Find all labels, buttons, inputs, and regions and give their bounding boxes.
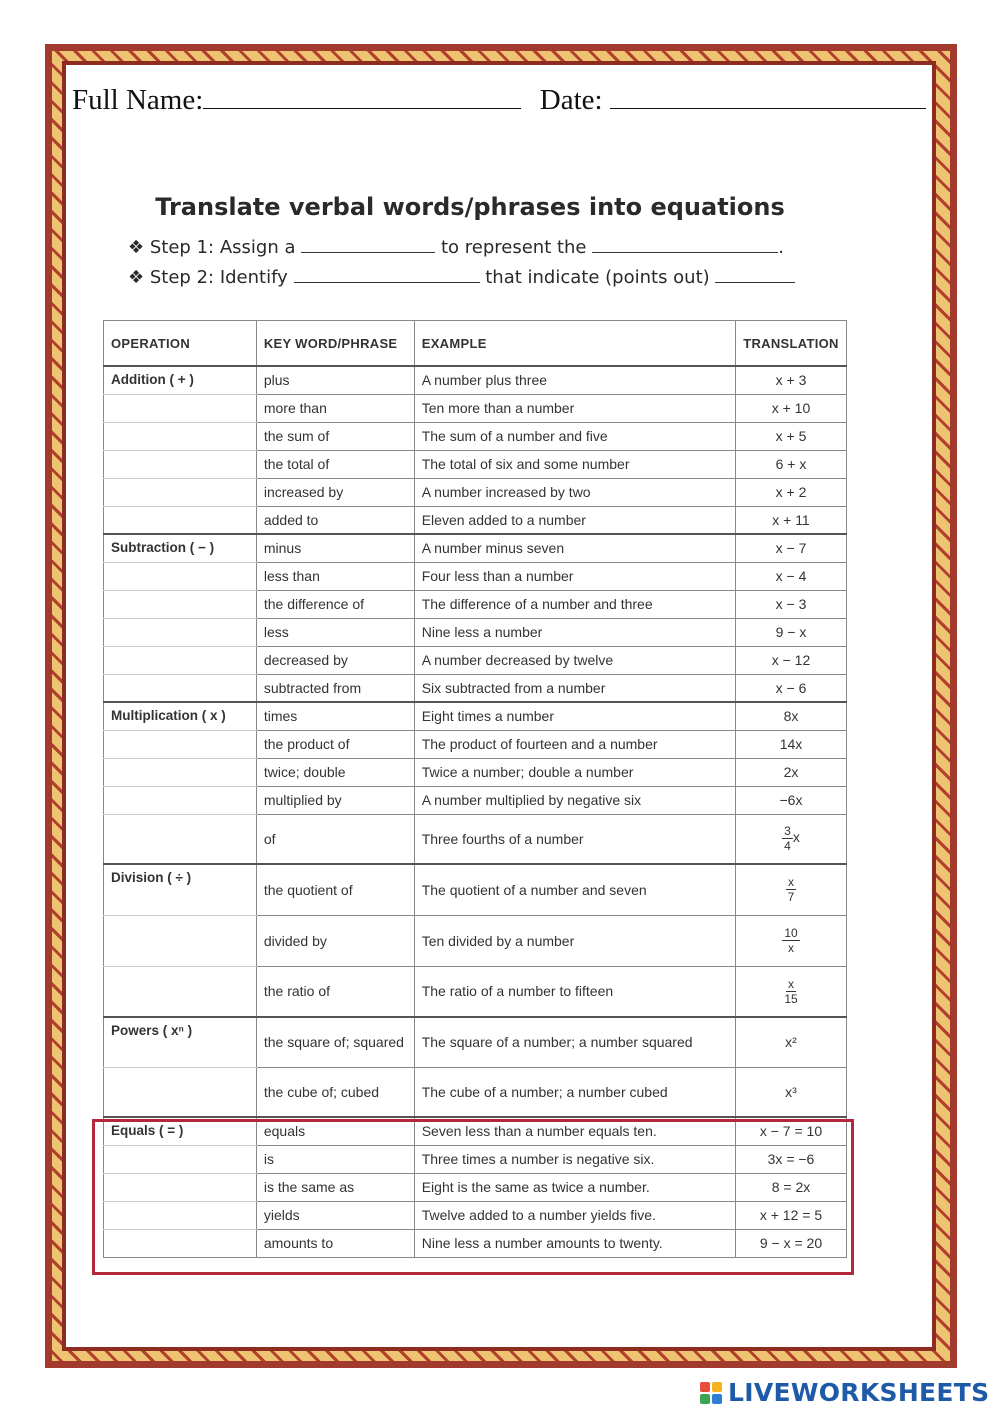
translation-cell: 2x <box>735 758 846 786</box>
operation-cell <box>104 646 257 674</box>
operation-cell: Addition ( + ) <box>104 366 257 394</box>
operation-cell <box>104 618 257 646</box>
operation-cell: Subtraction ( − ) <box>104 534 257 562</box>
table-row <box>104 1067 847 1117</box>
key-phrase-cell: decreased by <box>256 646 414 674</box>
step-2-blank-2[interactable] <box>715 268 795 283</box>
step-1-middle: to represent the <box>440 237 587 258</box>
example-cell: A number minus seven <box>414 534 735 562</box>
fraction-numerator: x <box>787 976 794 991</box>
table-row <box>104 478 847 506</box>
step-1-suffix: . <box>778 237 784 258</box>
key-phrase-cell: the quotient of <box>256 864 414 915</box>
translation-cell: x + 5 <box>735 422 846 450</box>
example-cell: Eight times a number <box>414 702 735 730</box>
logo-square-green <box>700 1394 710 1404</box>
full-name-label: Full Name: <box>72 84 204 116</box>
fraction <box>782 824 793 853</box>
equals-highlight-box <box>92 1119 854 1275</box>
example-cell: The total of six and some number <box>414 450 735 478</box>
step-1-blank-1[interactable] <box>301 238 435 253</box>
translation-cell: x − 7 <box>735 534 846 562</box>
header-example: EXAMPLE <box>414 321 735 367</box>
translation-cell: x + 11 <box>735 506 846 534</box>
name-date-line <box>72 82 926 117</box>
key-phrase-cell: equals <box>256 1117 414 1145</box>
header-translation: TRANSLATION <box>735 321 846 367</box>
example-cell: Twice a number; double a number <box>414 758 735 786</box>
table-row <box>104 674 847 702</box>
table-row <box>104 562 847 590</box>
key-phrase-cell: of <box>256 814 414 864</box>
table-row <box>104 814 847 864</box>
key-phrase-cell: plus <box>256 366 414 394</box>
key-phrase-cell: the ratio of <box>256 966 414 1017</box>
example-cell: The cube of a number; a number cubed <box>414 1067 735 1117</box>
operation-cell: Equals ( = ) <box>104 1117 257 1145</box>
operation-cell <box>104 506 257 534</box>
translation-cell: x − 3 <box>735 590 846 618</box>
operation-cell <box>104 730 257 758</box>
key-phrase-cell: multiplied by <box>256 786 414 814</box>
operation-cell <box>104 915 257 966</box>
translation-cell: x + 2 <box>735 478 846 506</box>
example-cell: Nine less a number amounts to twenty. <box>414 1229 735 1257</box>
operation-cell <box>104 814 257 864</box>
table-row <box>104 786 847 814</box>
table-row <box>104 915 847 966</box>
key-phrase-cell: added to <box>256 506 414 534</box>
fraction-denominator: 4 <box>784 839 791 854</box>
example-cell: Three fourths of a number <box>414 814 735 864</box>
translation-cell: 9 − x <box>735 618 846 646</box>
table-row <box>104 1017 847 1067</box>
translation-cell: 14x <box>735 730 846 758</box>
key-phrase-cell: subtracted from <box>256 674 414 702</box>
example-cell: The product of fourteen and a number <box>414 730 735 758</box>
translation-cell: x − 6 <box>735 674 846 702</box>
operation-cell <box>104 450 257 478</box>
table-row <box>104 590 847 618</box>
fraction-variable: x <box>792 829 800 846</box>
step-1 <box>128 237 784 258</box>
example-cell: The square of a number; a number squared <box>414 1017 735 1067</box>
operation-cell <box>104 1067 257 1117</box>
operation-cell <box>104 394 257 422</box>
step-2-middle: that indicate (points out) <box>485 267 710 288</box>
operation-cell <box>104 758 257 786</box>
table-row <box>104 618 847 646</box>
table-row <box>104 966 847 1017</box>
translation-cell: x − 7 = 10 <box>735 1117 846 1145</box>
step-1-blank-2[interactable] <box>592 238 778 253</box>
diamond-bullet-icon: ❖ <box>128 237 145 258</box>
translation-cell: x + 10 <box>735 394 846 422</box>
key-phrase-cell: the cube of; cubed <box>256 1067 414 1117</box>
step-1-prefix: Step 1: Assign a <box>149 237 296 258</box>
key-phrase-cell: the product of <box>256 730 414 758</box>
key-phrase-cell: the total of <box>256 450 414 478</box>
example-cell: Ten divided by a number <box>414 915 735 966</box>
key-phrase-cell: amounts to <box>256 1229 414 1257</box>
operation-cell: Division ( ÷ ) <box>104 864 257 915</box>
example-cell: Ten more than a number <box>414 394 735 422</box>
key-phrase-cell: the sum of <box>256 422 414 450</box>
key-phrase-cell: increased by <box>256 478 414 506</box>
header-operation: OPERATION <box>104 321 257 367</box>
operations-table <box>103 320 847 1258</box>
diamond-bullet-icon: ❖ <box>128 267 145 288</box>
translation-cell: 3x = −6 <box>735 1145 846 1173</box>
liveworksheets-logo <box>700 1378 989 1407</box>
step-2-prefix: Step 2: Identify <box>149 267 288 288</box>
example-cell: Three times a number is negative six. <box>414 1145 735 1173</box>
example-cell: Eleven added to a number <box>414 506 735 534</box>
table-row <box>104 506 847 534</box>
example-cell: Eight is the same as twice a number. <box>414 1173 735 1201</box>
translation-cell: 8x <box>735 702 846 730</box>
translation-cell: x − 4 <box>735 562 846 590</box>
translation-cell: x + 3 <box>735 366 846 394</box>
key-phrase-cell: the difference of <box>256 590 414 618</box>
example-cell: The quotient of a number and seven <box>414 864 735 915</box>
table-row <box>104 394 847 422</box>
table-row <box>104 450 847 478</box>
translation-cell: 6 + x <box>735 450 846 478</box>
operation-cell <box>104 966 257 1017</box>
translation-cell <box>735 864 846 915</box>
example-cell: Four less than a number <box>414 562 735 590</box>
fraction-denominator: 15 <box>784 991 798 1006</box>
example-cell: The difference of a number and three <box>414 590 735 618</box>
example-cell: A number decreased by twelve <box>414 646 735 674</box>
table-header-row <box>104 321 847 367</box>
logo-square-blue <box>712 1394 722 1404</box>
step-2-blank-1[interactable] <box>294 268 480 283</box>
key-phrase-cell: more than <box>256 394 414 422</box>
table-row <box>104 534 847 562</box>
example-cell: Seven less than a number equals ten. <box>414 1117 735 1145</box>
translation-cell <box>735 915 846 966</box>
key-phrase-cell: divided by <box>256 915 414 966</box>
translation-cell: x + 12 = 5 <box>735 1201 846 1229</box>
example-cell: The sum of a number and five <box>414 422 735 450</box>
translation-cell: x² <box>735 1017 846 1067</box>
full-name-blank[interactable] <box>203 82 521 109</box>
worksheet-title: Translate verbal words/phrases into equations <box>155 193 785 221</box>
operation-cell: Powers ( xⁿ ) <box>104 1017 257 1067</box>
date-label: Date: <box>539 84 603 116</box>
operation-cell <box>104 422 257 450</box>
step-2 <box>128 267 795 288</box>
translation-cell <box>735 966 846 1017</box>
table-row <box>104 702 847 730</box>
header-key-phrase: KEY WORD/PHRASE <box>256 321 414 367</box>
translation-cell: x³ <box>735 1067 846 1117</box>
fraction-denominator: 7 <box>787 890 795 905</box>
translation-cell: x − 12 <box>735 646 846 674</box>
table-row <box>104 646 847 674</box>
logo-square-red <box>700 1382 710 1392</box>
key-phrase-cell: times <box>256 702 414 730</box>
fraction-numerator: 10 <box>784 926 798 940</box>
fraction <box>784 977 797 1006</box>
translation-cell <box>735 814 846 864</box>
example-cell: A number increased by two <box>414 478 735 506</box>
operation-cell <box>104 478 257 506</box>
table-row <box>104 758 847 786</box>
fraction-denominator: x <box>787 941 794 955</box>
example-cell: A number multiplied by negative six <box>414 786 735 814</box>
example-cell: The ratio of a number to fifteen <box>414 966 735 1017</box>
fraction <box>782 926 799 955</box>
fraction-numerator: x <box>787 875 794 890</box>
fraction <box>786 875 796 904</box>
translation-cell: 8 = 2x <box>735 1173 846 1201</box>
example-cell: Six subtracted from a number <box>414 674 735 702</box>
liveworksheets-logo-text: LIVEWORKSHEETS <box>728 1378 990 1407</box>
translation-cell: −6x <box>735 786 846 814</box>
operation-cell <box>104 562 257 590</box>
key-phrase-cell: is the same as <box>256 1173 414 1201</box>
fraction-numerator: 3 <box>784 824 791 839</box>
key-phrase-cell: less <box>256 618 414 646</box>
example-cell: A number plus three <box>414 366 735 394</box>
operation-cell: Multiplication ( x ) <box>104 702 257 730</box>
logo-square-yellow <box>712 1382 722 1392</box>
operation-cell <box>104 674 257 702</box>
liveworksheets-logo-icon <box>700 1382 722 1404</box>
operation-cell <box>104 786 257 814</box>
table-row <box>104 864 847 915</box>
table-row <box>104 422 847 450</box>
table-row <box>104 730 847 758</box>
key-phrase-cell: minus <box>256 534 414 562</box>
key-phrase-cell: less than <box>256 562 414 590</box>
operation-cell <box>104 590 257 618</box>
table-row <box>104 366 847 394</box>
key-phrase-cell: twice; double <box>256 758 414 786</box>
example-cell: Nine less a number <box>414 618 735 646</box>
example-cell: Twelve added to a number yields five. <box>414 1201 735 1229</box>
key-phrase-cell: is <box>256 1145 414 1173</box>
key-phrase-cell: yields <box>256 1201 414 1229</box>
date-blank[interactable] <box>610 82 926 109</box>
key-phrase-cell: the square of; squared <box>256 1017 414 1067</box>
translation-cell: 9 − x = 20 <box>735 1229 846 1257</box>
